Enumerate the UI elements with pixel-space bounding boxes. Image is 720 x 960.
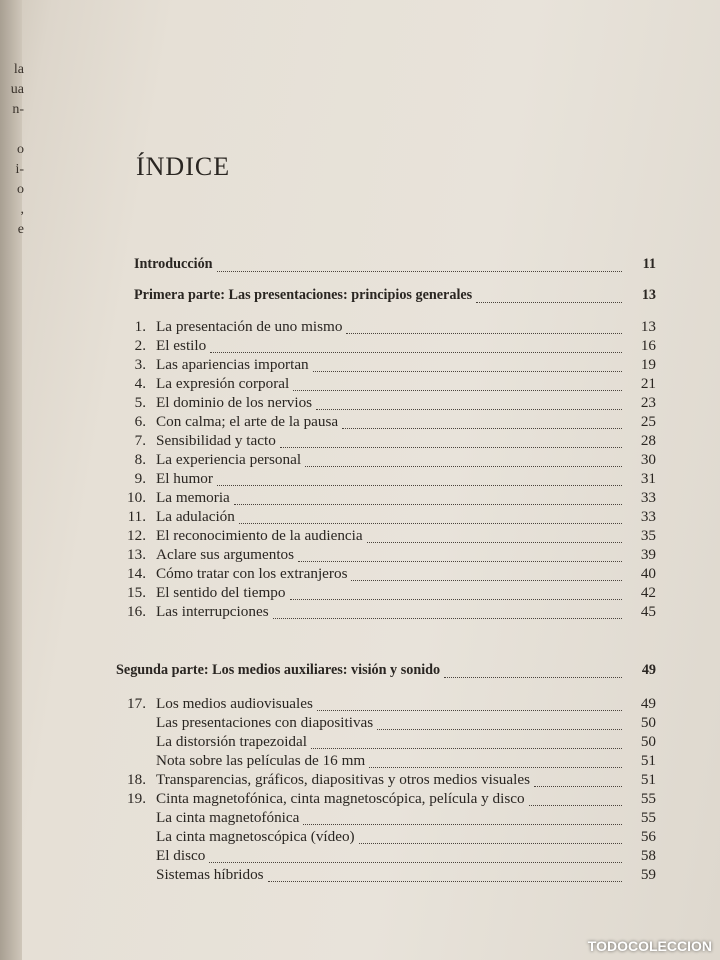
entry-label: Nota sobre las películas de 16 mm [156,752,366,769]
previous-page-fragment: o [17,182,24,197]
page-number: 23 [640,394,656,411]
leader-dots [316,399,622,410]
entry-label: Segunda parte: Los medios auxiliares: visión y sonido [116,662,441,678]
toc-entry [116,413,656,432]
leader-dots [217,475,622,486]
previous-page-fragment: i- [15,162,24,177]
toc-entry [116,565,656,584]
entry-label: El disco [156,847,206,864]
leader-dots [346,323,622,334]
toc-entry [116,603,656,622]
toc-entry [116,866,656,885]
toc-part-heading [116,662,656,681]
leader-dots [377,719,622,730]
toc-entry [116,790,656,809]
entry-number: 1. [134,318,146,335]
entry-label: Primera parte: Las presentaciones: principios generales [134,287,473,303]
entry-label: Con calma; el arte de la pausa [156,413,339,430]
toc-entry [116,714,656,733]
leader-dots [268,871,622,882]
entry-label: El dominio de los nervios [156,394,313,411]
entry-number: 2. [134,337,146,354]
page-number: 13 [640,318,656,335]
toc-entry [116,752,656,771]
page-number: 19 [640,356,656,373]
leader-dots [305,456,622,467]
toc-entry [116,508,656,527]
leader-dots [359,833,622,844]
leader-dots [311,738,622,749]
entry-label: Las presentaciones con diapositivas [156,714,374,731]
entry-label: Transparencias, gráficos, diapositivas y otros medios visuales [156,771,530,788]
toc-spacer [116,648,656,662]
toc-entry [116,356,656,375]
leader-dots [210,342,622,353]
leader-dots [234,494,622,505]
entry-number: 7. [134,432,146,449]
page-number: 21 [640,375,656,392]
leader-dots [209,852,622,863]
toc-entry [116,733,656,752]
page-number: 33 [640,489,656,506]
page-number: 11 [642,256,656,272]
leader-dots [444,667,622,678]
entry-number: 10. [127,489,146,506]
leader-dots [369,757,622,768]
entry-label: Las apariencias importan [156,356,309,373]
entry-label: Cómo tratar con los extranjeros [156,565,348,582]
previous-page-fragment: o [17,142,24,157]
page-number: 55 [640,790,656,807]
entry-label: La presentación de uno mismo [156,318,343,335]
entry-label: La cinta magnetofónica [156,809,300,826]
toc-entry [116,527,656,546]
entry-label: La experiencia personal [156,451,302,468]
leader-dots [217,261,622,272]
entry-label: Las interrupciones [156,603,269,620]
toc-part-heading [116,287,656,306]
leader-dots [280,437,622,448]
toc-entry [116,809,656,828]
watermark: TODOCOLECCION [587,938,712,954]
previous-page-fragment [0,120,24,140]
toc-entry [116,337,656,356]
previous-page-fragment: , [20,202,24,217]
page-number: 35 [640,527,656,544]
toc-entry [116,451,656,470]
entry-number: 8. [134,451,146,468]
previous-page-fragment: la [13,62,24,77]
leader-dots [476,292,622,303]
entry-number: 12. [127,527,146,544]
leader-dots [342,418,622,429]
entry-number: 13. [127,546,146,563]
leader-dots [239,513,622,524]
leader-dots [534,776,622,787]
entry-label: El reconocimiento de la audiencia [156,527,363,544]
toc-spacer [116,622,656,648]
page-number: 45 [640,603,656,620]
leader-dots [317,700,622,711]
page-number: 51 [640,771,656,788]
entry-label: Aclare sus argumentos [156,546,295,563]
entry-number: 9. [134,470,146,487]
page-number: 56 [640,828,656,845]
toc-entry [116,470,656,489]
entry-label: La adulación [156,508,235,525]
leader-dots [351,570,622,581]
entry-label: La expresión corporal [156,375,290,392]
entry-label: La memoria [156,489,230,506]
page-number: 58 [640,847,656,864]
toc-entry [116,394,656,413]
leader-dots [313,361,622,372]
entry-number: 15. [127,584,146,601]
toc-entry [116,432,656,451]
page-number: 50 [640,714,656,731]
entry-number: 4. [134,375,146,392]
page-number: 40 [640,565,656,582]
toc-entry [116,771,656,790]
leader-dots [273,608,622,619]
page-number: 30 [640,451,656,468]
entry-number: 19. [127,790,146,807]
toc-entry [116,695,656,714]
entry-label: Cinta magnetofónica, cinta magnetoscópica, película y disco [156,790,525,807]
entry-label: El sentido del tiempo [156,584,286,601]
leader-dots [290,589,623,600]
entry-number: 16. [127,603,146,620]
page-number: 31 [640,470,656,487]
toc-entry [116,318,656,337]
entry-label: La cinta magnetoscópica (vídeo) [156,828,355,845]
toc-entry [116,828,656,847]
toc-entry [116,489,656,508]
leader-dots [298,551,622,562]
page-number: 16 [640,337,656,354]
leader-dots [529,795,622,806]
entry-number: 3. [134,356,146,373]
table-of-contents [116,256,656,885]
entry-label: Sistemas híbridos [156,866,264,883]
page-number: 49 [640,695,656,712]
leader-dots [293,380,622,391]
page-number: 28 [640,432,656,449]
toc-entry [116,847,656,866]
page-number: 42 [640,584,656,601]
toc-entry [116,584,656,603]
page-number: 49 [641,662,656,678]
toc-entry [116,546,656,565]
entry-label: La distorsión trapezoidal [156,733,307,750]
entry-label: Introducción [134,256,213,272]
entry-label: Los medios audiovisuales [156,695,313,712]
page-number: 59 [640,866,656,883]
page-number: 50 [640,733,656,750]
previous-page-fragments [0,60,24,240]
entry-number: 14. [127,565,146,582]
page-number: 51 [640,752,656,769]
previous-page-fragment: n- [12,102,24,117]
entry-number: 6. [134,413,146,430]
page-number: 25 [640,413,656,430]
previous-page-fragment: e [17,222,24,237]
toc-spacer [116,681,656,695]
toc-intro [116,256,656,275]
entry-number: 17. [127,695,146,712]
entry-label: El estilo [156,337,207,354]
page-number: 55 [640,809,656,826]
page-number: 39 [640,546,656,563]
previous-page-fragment: ua [10,82,24,97]
leader-dots [303,814,622,825]
leader-dots [367,532,622,543]
entry-number: 18. [127,771,146,788]
entry-number: 11. [127,508,146,525]
entry-label: El humor [156,470,213,487]
page-number: 33 [640,508,656,525]
page-number: 13 [641,287,656,303]
page-title: ÍNDICE [136,152,231,181]
toc-entry [116,375,656,394]
entry-number: 5. [134,394,146,411]
entry-label: Sensibilidad y tacto [156,432,276,449]
